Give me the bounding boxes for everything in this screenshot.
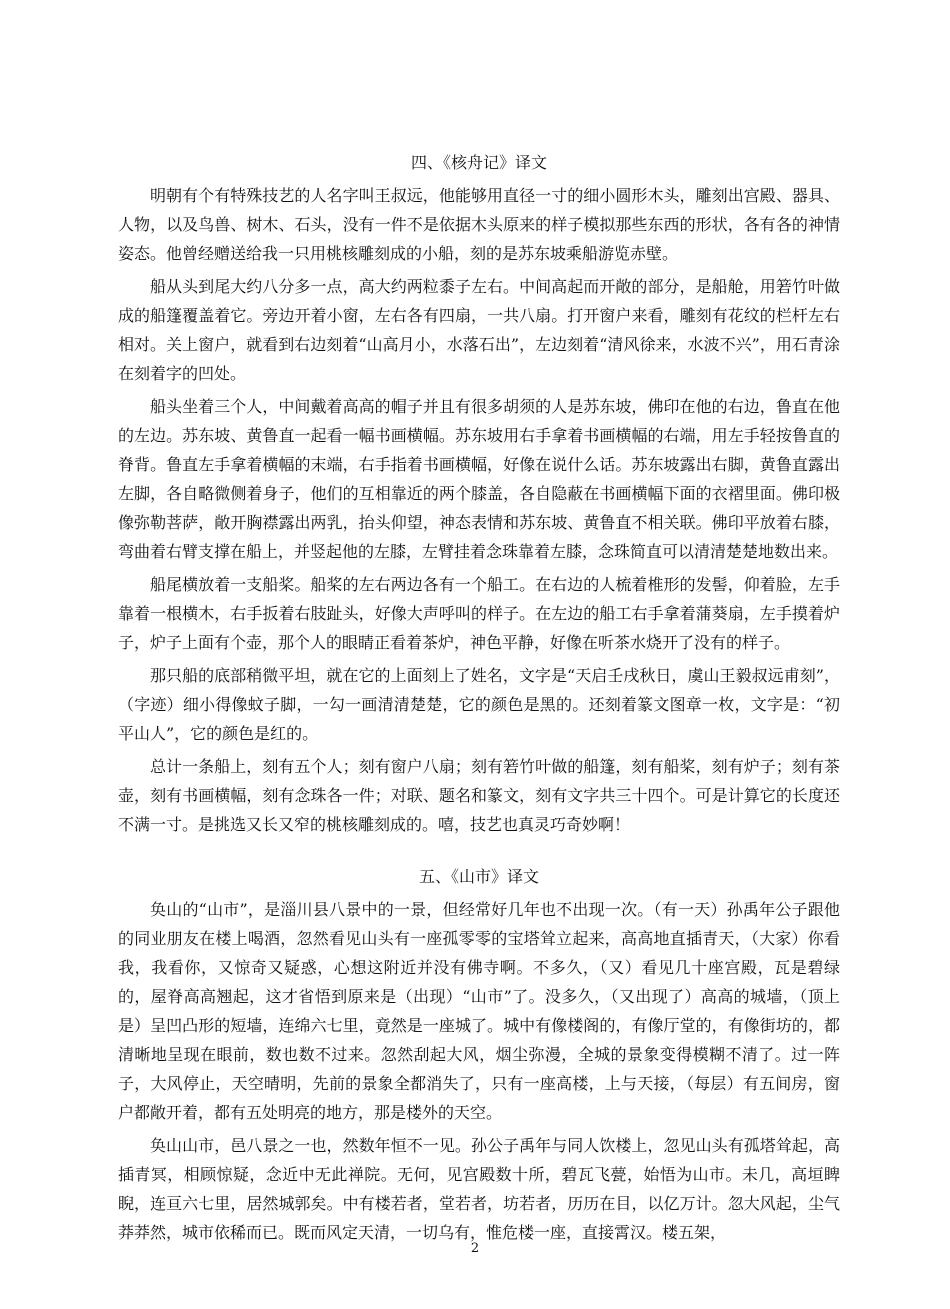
section-heading: 五、《山市》译文 bbox=[418, 867, 539, 886]
paragraph: 船尾横放着一支船桨。船桨的左右两边各有一个船工。在右边的人梳着椎形的发髻，仰着脸，左手靠着一根横木，右手扳着右肢趾头，好像大声呼叫的样子。在左边的船工右手拿着蒲葵扇，左手摸着炉子，炉子上面有个壶，那个人的眼睛正看着茶炉，神色平静，好像在听茶水烧开了没有的样子。 bbox=[118, 575, 840, 652]
paragraph: 总计一条船上，刻有五个人；刻有窗户八扇；刻有箬竹叶做的船篷，刻有船桨，刻有炉子；刻有茶壶，刻有书画横幅，刻有念珠各一件；对联、题名和篆文，刻有文字共三十四个。可是计算它的长度还不满一寸。是挑选又长又窄的桃核雕刻成的。嘻，技艺也真灵巧奇妙啊！ bbox=[118, 757, 840, 834]
page-content bbox=[118, 148, 840, 1247]
paragraph: 奂山山市，邑八景之一也，然数年恒不一见。孙公子禹年与同人饮楼上，忽见山头有孤塔耸起，高插青冥，相顾惊疑，念近中无此禅院。无何，见宫殿数十所，碧瓦飞甍，始悟为山市。未几，高垣睥睨，连亘六七里，居然城郭矣。中有楼若者，堂若者，坊若者，历历在目，以亿万计。忽大风起，尘气莽莽然，城市依稀而已。既而风定天清，一切乌有，惟危楼一座，直接霄汉。楼五架， bbox=[118, 1136, 840, 1242]
section-hezhouji bbox=[118, 148, 840, 839]
section-heading: 四、《核舟记》译文 bbox=[410, 153, 547, 172]
paragraph: 船从头到尾大约八分多一点，高大约两粒黍子左右。中间高起而开敞的部分，是船舱，用箬竹叶做成的船篷覆盖着它。旁边开着小窗，左右各有四扇，一共八扇。打开窗户来看，雕刻有花纹的栏杆左右相对。关上窗户，就看到右边刻着“山高月小，水落石出”，左边刻着“清风徐来，水波不兴”，用石青涂在刻着字的凹处。 bbox=[118, 277, 840, 383]
paragraph: 奂山的“山市”，是淄川县八景中的一景，但经常好几年也不出现一次。（有一天）孙禹年公子跟他的同业朋友在楼上喝酒，忽然看见山头有一座孤零零的宝塔耸立起来，高高地直插青天，（大家）你看我，我看你，又惊奇又疑惑，心想这附近并没有佛寺啊。不多久，（又）看见几十座宫殿，瓦是碧绿的，屋脊高高翘起，这才省悟到原来是（出现）“山市”了。没多久，（又出现了）高高的城墙，（顶上是）呈凹凸形的短墙，连绵六七里，竟然是一座城了。城中有像楼阁的，有像厅堂的，有像街坊的，都清晰地呈现在眼前，数也数不过来。忽然刮起大风，烟尘弥漫，全城的景象变得模糊不清了。过一阵子，大风停止，天空晴明，先前的景象全都消失了，只有一座高楼，上与天接，（每层）有五间房，窗户都敞开着，都有五处明亮的地方，那是楼外的天空。 bbox=[118, 900, 840, 1122]
section-shanshi bbox=[118, 862, 840, 1247]
page-number: 2 bbox=[470, 1241, 480, 1256]
paragraph: 船头坐着三个人，中间戴着高高的帽子并且有很多胡须的人是苏东坡，佛印在他的右边，鲁直在他的左边。苏东坡、黄鲁直一起看一幅书画横幅。苏东坡用右手拿着书画横幅的右端，用左手轻按鲁直的脊背。鲁直左手拿着横幅的末端，右手指着书画横幅，好像在说什么话。苏东坡露出右脚，黄鲁直露出左脚，各自略微侧着身子，他们的互相靠近的两个膝盖，各自隐蔽在书画横幅下面的衣褶里面。佛印极像弥勒菩萨，敞开胸襟露出两乳，抬头仰望，神态表情和苏东坡、黄鲁直不相关联。佛印平放着右膝，弯曲着右臂支撑在船上，并竖起他的左膝，左臂挂着念珠靠着左膝，念珠简直可以清清楚楚地数出来。 bbox=[118, 397, 840, 561]
paragraph: 明朝有个有特殊技艺的人名字叫王叔远，他能够用直径一寸的细小圆形木头，雕刻出宫殿、器具、人物，以及鸟兽、树木、石头，没有一件不是依据木头原来的样子模拟那些东西的形状，各有各的神情姿态。他曾经赠送给我一只用桃核雕刻成的小船，刻的是苏东坡乘船游览赤壁。 bbox=[118, 186, 840, 263]
paragraph: 那只船的底部稍微平坦，就在它的上面刻上了姓名，文字是“天启壬戌秋日，虞山王毅叔远甫刻”，（字迹）细小得像蚊子脚，一勾一画清清楚楚，它的颜色是黑的。还刻着篆文图章一枚，文字是：“初平山人”，它的颜色是红的。 bbox=[118, 666, 840, 743]
